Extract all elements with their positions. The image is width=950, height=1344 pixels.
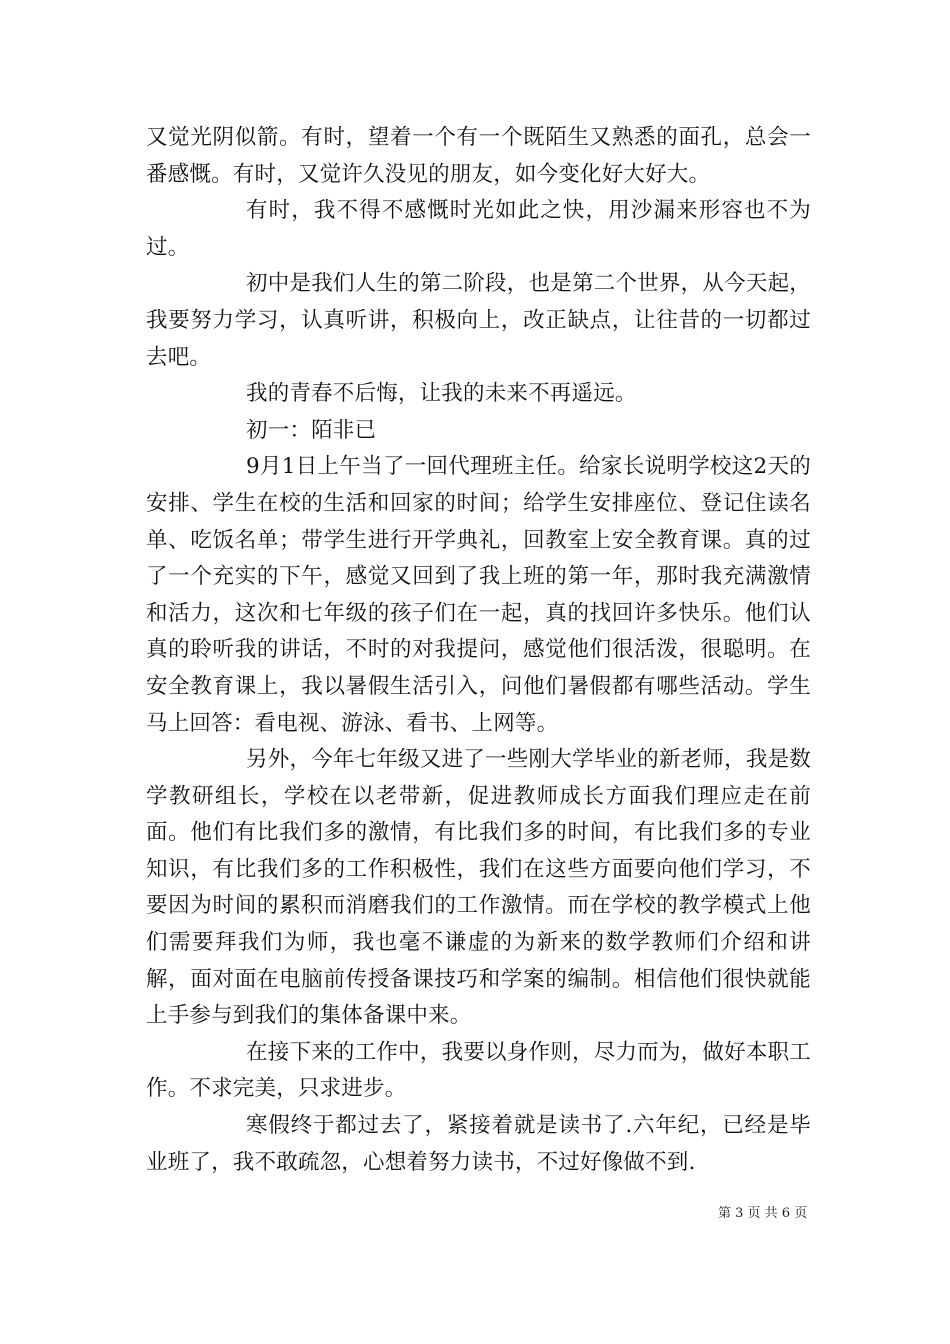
page-number-footer: 第 3 页 共 6 页 xyxy=(718,1206,808,1221)
document-body xyxy=(146,120,811,1181)
paragraph-signature: 初一：陌非已 xyxy=(246,417,377,443)
paragraph: 有时，我不得不感慨时光如此之快，用沙漏来形容也不为过。 xyxy=(146,198,811,260)
paragraph: 我的青春不后悔，让我的未来不再遥远。 xyxy=(246,381,637,407)
paragraph: 又觉光阴似箭。有时，望着一个有一个既陌生又熟悉的面孔，总会一番感慨。有时，又觉许久没见的朋友，如今变化好大好大。 xyxy=(146,125,811,187)
paragraph: 另外，今年七年级又进了一些刚大学毕业的新老师，我是数学教研组长，学校在以老带新，促进教师成长方面我们理应走在前面。他们有比我们多的激情，有比我们多的时间，有比我们多的专业知识，有比我们多的工作积极性，我们在这些方面要向他们学习，不要因为时间的累积而消磨我们的工作激情。而在学校的教学模式上他们需要拜我们为师，我也毫不谦虚的为新来的数学教师们介绍和讲解，面对面在电脑前传授备课技巧和学案的编制。相信他们很快就能上手参与到我们的集体备课中来。 xyxy=(146,747,811,1029)
paragraph: 9月1日上午当了一回代理班主任。给家长说明学校这2天的安排、学生在校的生活和回家的时间；给学生安排座位、登记住读名单、吃饭名单；带学生进行开学典礼，回教室上安全教育课。真的过了一个充实的下午，感觉又回到了我上班的第一年，那时我充满激情和活力，这次和七年级的孩子们在一起，真的找回许多快乐。他们认真的聆听我的讲话，不时的对我提问，感觉他们很活泼，很聪明。在安全教育课上，我以暑假生活引入，问他们暑假都有哪些活动。学生马上回答：看电视、游泳、看书、上网等。 xyxy=(146,454,811,736)
paragraph: 寒假终于都过去了，紧接着就是读书了.六年纪，已经是毕业班了，我不敢疏忽，心想着努力读书，不过好像做不到. xyxy=(146,1113,811,1175)
paragraph: 初中是我们人生的第二阶段，也是第二个世界，从今天起，我要努力学习，认真听讲，积极向上，改正缺点，让往昔的一切都过去吧。 xyxy=(146,271,811,370)
paragraph: 在接下来的工作中，我要以身作则，尽力而为，做好本职工作。不求完美，只求进步。 xyxy=(146,1039,811,1102)
